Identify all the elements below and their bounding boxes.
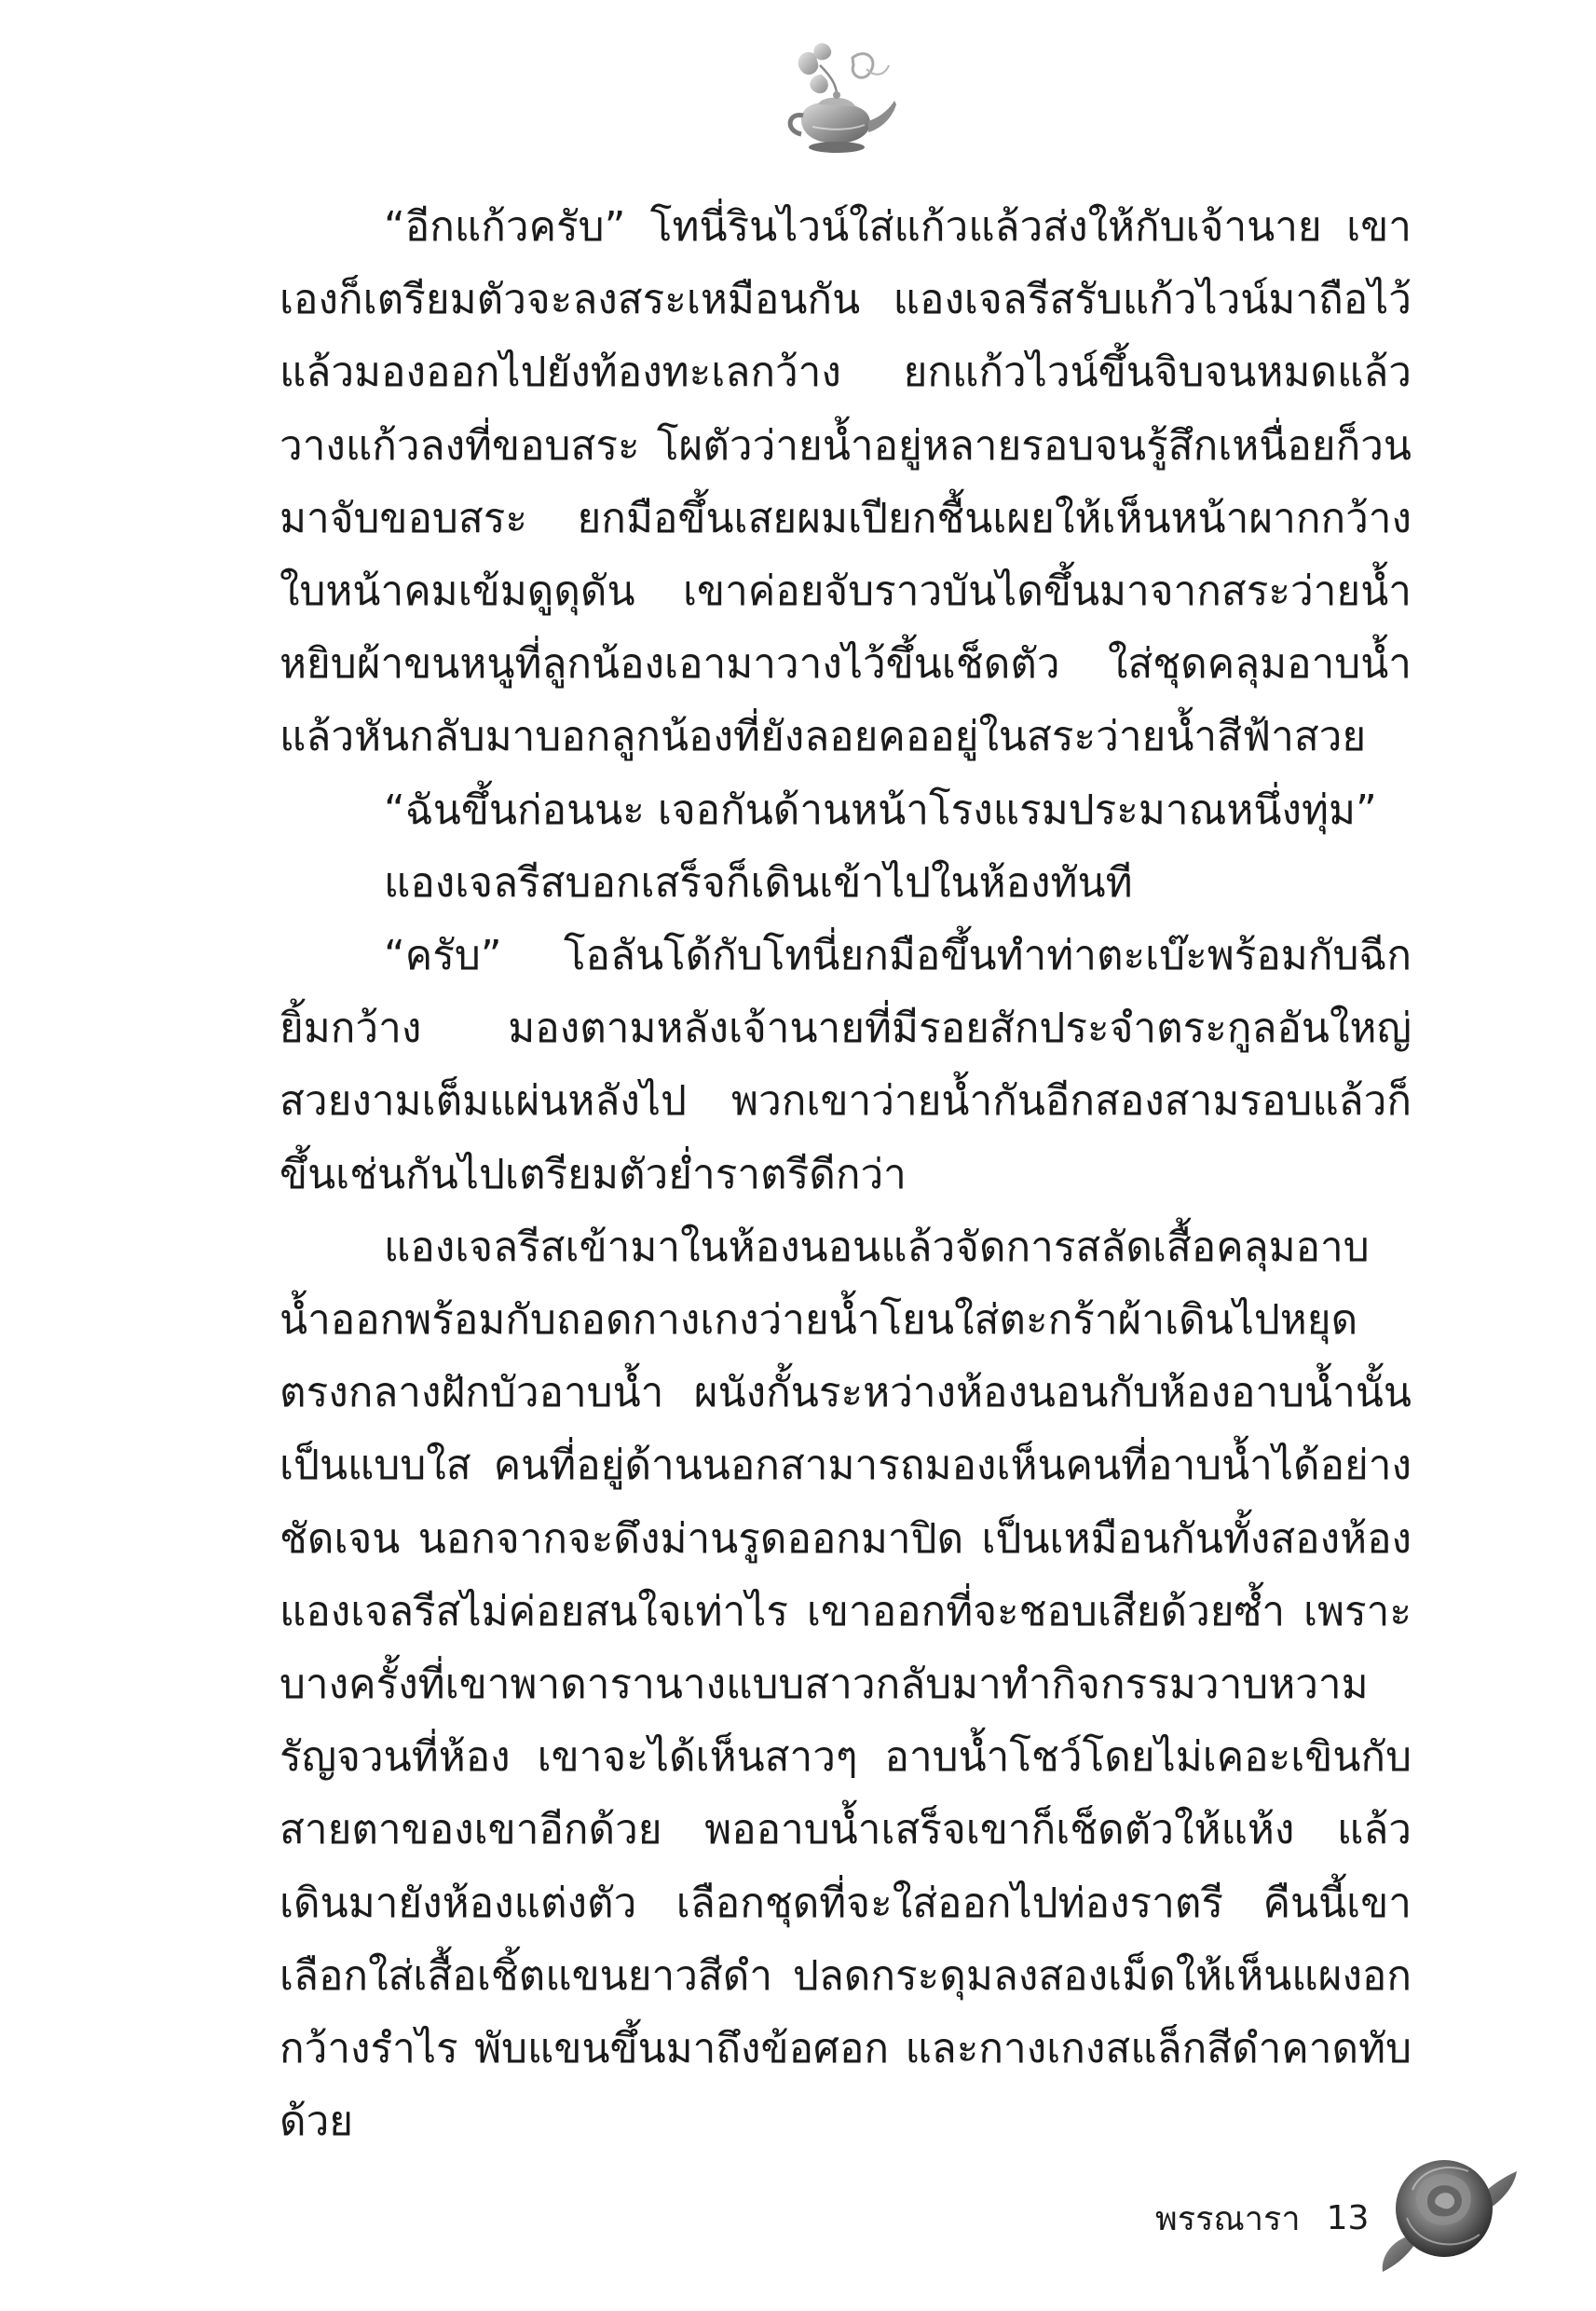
teapot-with-vine-icon	[764, 37, 904, 168]
page-number: 13	[1326, 2198, 1370, 2237]
rose-icon	[1379, 2134, 1519, 2274]
paragraph: “ฉันขึ้นก่อนนะ เจอกันด้านหน้าโรงแรมประมาณหนึ่งทุ่ม”	[384, 786, 1377, 834]
paragraph: “ครับ” โอลันโด้กับโทนี่ยกมือขึ้นทำท่าตะเบ๊ะพร้อมกับฉีกยิ้มกว้าง มองตามหลังเจ้านายที่มีรอยสักประจำตระกูลอันใหญ่สวยงามเต็มแผ่นหลังไป พวกเขาว่ายน้ำกันอีกสองสามรอบแล้วก็ขึ้นเช่นกันไปเตรียมตัวย่ำราตรีดีกว่า	[280, 932, 1412, 1198]
paragraph: แองเจลรีสเข้ามาในห้องนอนแล้วจัดการสลัดเสื้อคลุมอาบน้ำออกพร้อมกับถอดกางเกงว่ายน้ำโยนใส่ตะกร้าผ้าเดินไปหยุดตรงกลางฝักบัวอาบน้ำ ผนังกั้นระหว่างห้องนอนกับห้องอาบน้ำนั้นเป็นแบบใส คนที่อยู่ด้านนอกสามารถมองเห็นคนที่อาบน้ำได้อย่างชัดเจน นอกจากจะดึงม่านรูดออกมาปิด เป็นเหมือนกันทั้งสองห้อง แองเจลรีสไม่ค่อยสนใจเท่าไร เขาออกที่จะชอบเสียด้วยซ้ำ เพราะบางครั้งที่เขาพาดารานางแบบสาวกลับมาทำกิจกรรมวาบหวามรัญจวนที่ห้อง เขาจะได้เห็นสาวๆ อาบน้ำโชว์โดยไม่เคอะเขินกับสายตาของเขาอีกด้วย พออาบน้ำเสร็จเขาก็เช็ดตัวให้แห้ง แล้วเดินมายังห้องแต่งตัว เลือกชุดที่จะใส่ออกไปท่องราตรี คืนนี้เขาเลือกใส่เสื้อเชิ้ตแขนยาวสีดำ ปลดกระดุมลงสองเม็ดให้เห็นแผงอกกว้างรำไร พับแขนขึ้นมาถึงข้อศอก และกางเกงสแล็กสีดำคาดทับด้วย	[280, 1223, 1412, 2146]
body-text	[280, 191, 1412, 2158]
paragraph: “อีกแก้วครับ” โทนี่รินไวน์ใส่แก้วแล้วส่งให้กับเจ้านาย เขาเองก็เตรียมตัวจะลงสระเหมือนกัน แองเจลรีสรับแก้วไวน์มาถือไว้แล้วมองออกไปยังท้องทะเลกว้าง ยกแก้วไวน์ขึ้นจิบจนหมดแล้ววางแก้วลงที่ขอบสระ โผตัวว่ายน้ำอยู่หลายรอบจนรู้สึกเหนื่อยก็วนมาจับขอบสระ ยกมือขึ้นเสยผมเปียกชื้นเผยให้เห็นหน้าผากกว้าง ใบหน้าคมเข้มดูดุดัน เขาค่อยจับราวบันไดขึ้นมาจากสระว่ายน้ำ หยิบผ้าขนหนูที่ลูกน้องเอามาวางไว้ขึ้นเช็ดตัว ใส่ชุดคลุมอาบน้ำแล้วหันกลับมาบอกลูกน้องที่ยังลอยคออยู่ในสระว่ายน้ำสีฟ้าสวย	[280, 203, 1412, 761]
page-footer	[1155, 2185, 1369, 2250]
paragraph: แองเจลรีสบอกเสร็จก็เดินเข้าไปในห้องทันที	[384, 858, 1133, 907]
book-title: พรรณารา	[1155, 2199, 1301, 2238]
